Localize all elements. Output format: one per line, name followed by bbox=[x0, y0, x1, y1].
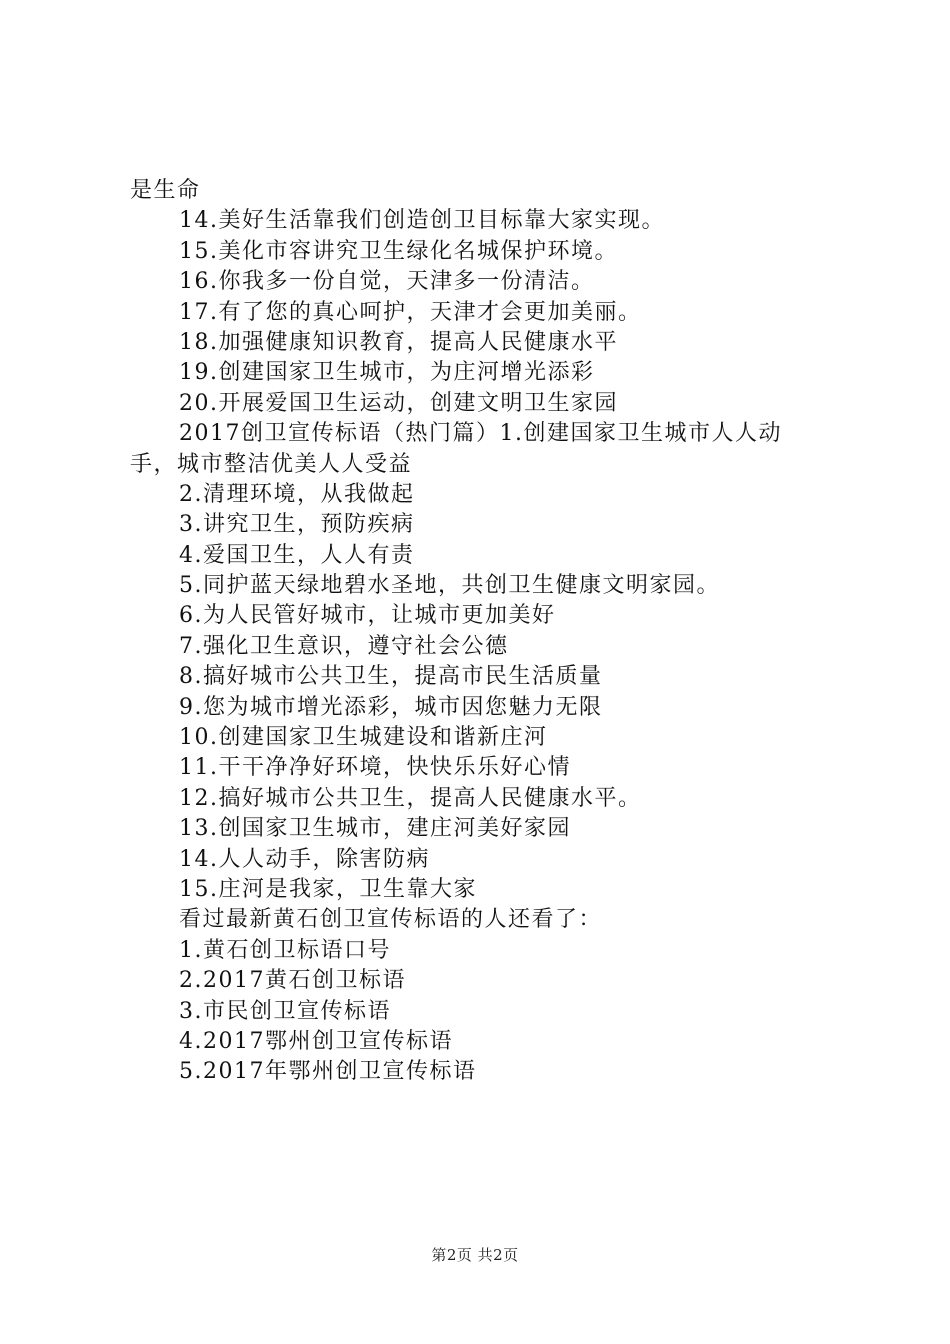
text-line: 9.您为城市增光添彩，城市因您魅力无限 bbox=[179, 694, 603, 720]
related-item-line: 2.2017黄石创卫标语 bbox=[179, 968, 406, 994]
text-line: 2.清理环境，从我做起 bbox=[179, 481, 415, 507]
text-line: 13.创国家卫生城市，建庄河美好家园 bbox=[179, 816, 571, 842]
related-heading-line: 看过最新黄石创卫宣传标语的人还看了： bbox=[179, 907, 603, 933]
document-body bbox=[130, 176, 840, 1088]
text-line: 是生命 bbox=[130, 178, 201, 203]
text-line: 3.讲究卫生，预防疾病 bbox=[179, 512, 415, 538]
text-line: 20.开展爱国卫生运动，创建文明卫生家园 bbox=[179, 390, 618, 416]
text-line: 16.你我多一份自觉，天津多一份清洁。 bbox=[179, 269, 595, 295]
text-line: 18.加强健康知识教育，提高人民健康水平 bbox=[179, 329, 618, 355]
text-line: 12.搞好城市公共卫生，提高人民健康水平。 bbox=[179, 785, 642, 811]
text-line: 17.有了您的真心呵护，天津才会更加美丽。 bbox=[179, 299, 642, 325]
text-line: 14.人人动手，除害防病 bbox=[179, 846, 430, 872]
text-line: 15.美化市容讲究卫生绿化名城保护环境。 bbox=[179, 238, 618, 264]
related-item-line: 5.2017年鄂州创卫宣传标语 bbox=[179, 1059, 477, 1085]
related-item-line: 4.2017鄂州创卫宣传标语 bbox=[179, 1028, 453, 1054]
text-line: 15.庄河是我家，卫生靠大家 bbox=[179, 876, 477, 902]
text-line: 6.为人民管好城市，让城市更加美好 bbox=[179, 603, 556, 629]
text-line: 14.美好生活靠我们创造创卫目标靠大家实现。 bbox=[179, 208, 665, 234]
text-line: 7.强化卫生意识，遵守社会公德 bbox=[179, 633, 509, 659]
page-number-footer: 第2页 共2页 bbox=[431, 1246, 519, 1264]
text-line: 手，城市整洁优美人人受益 bbox=[130, 451, 413, 477]
text-line: 10.创建国家卫生城建设和谐新庄河 bbox=[179, 725, 548, 751]
text-line: 4.爱国卫生，人人有责 bbox=[179, 542, 415, 568]
text-line: 5.同护蓝天绿地碧水圣地，共创卫生健康文明家园。 bbox=[179, 573, 720, 599]
text-line: 11.干干净净好环境，快快乐乐好心情 bbox=[179, 755, 571, 781]
related-item-line: 3.市民创卫宣传标语 bbox=[179, 998, 391, 1024]
text-line: 19.创建国家卫生城市，为庄河增光添彩 bbox=[179, 360, 595, 386]
related-item-line: 1.黄石创卫标语口号 bbox=[179, 937, 391, 963]
section-heading-line: 2017创卫宣传标语（热门篇）1.创建国家卫生城市人人动 bbox=[179, 421, 782, 447]
text-line: 8.搞好城市公共卫生，提高市民生活质量 bbox=[179, 664, 603, 690]
